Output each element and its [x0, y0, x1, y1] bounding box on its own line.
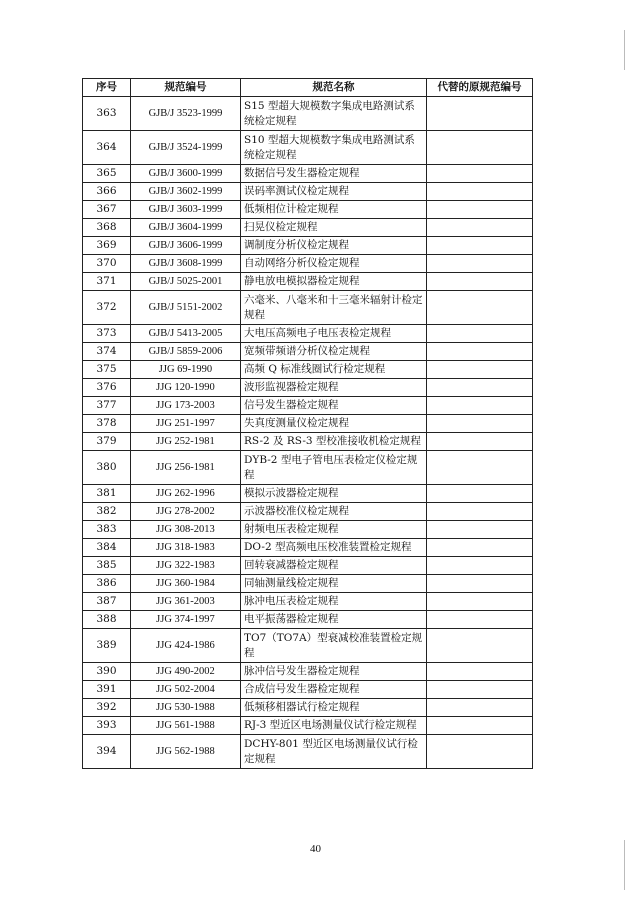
- table-row: [83, 557, 533, 575]
- table-row: [83, 379, 533, 397]
- table-row: [83, 451, 533, 485]
- row-name: S15 型超大规模数字集成电路测试系统检定规程: [241, 97, 427, 131]
- row-replaced: [427, 451, 533, 485]
- row-name: 低频相位计检定规程: [241, 201, 427, 219]
- row-code: GJB/J 3602-1999: [131, 183, 241, 201]
- row-code: JJG 252-1981: [131, 433, 241, 451]
- row-name: 脉冲电压表检定规程: [241, 593, 427, 611]
- row-code: GJB/J 3523-1999: [131, 97, 241, 131]
- table-row: [83, 183, 533, 201]
- row-seq: 387: [83, 593, 131, 611]
- row-code: JJG 278-2002: [131, 503, 241, 521]
- table-row: [83, 539, 533, 557]
- row-seq: 367: [83, 201, 131, 219]
- row-name: TO7（TO7A）型衰减校准装置检定规程: [241, 629, 427, 663]
- row-code: JJG 562-1988: [131, 735, 241, 769]
- row-code: JJG 530-1988: [131, 699, 241, 717]
- row-replaced: [427, 183, 533, 201]
- row-seq: 369: [83, 237, 131, 255]
- row-code: JJG 262-1996: [131, 485, 241, 503]
- row-seq: 376: [83, 379, 131, 397]
- row-replaced: [427, 539, 533, 557]
- table-row: [83, 735, 533, 769]
- row-code: JJG 308-2013: [131, 521, 241, 539]
- row-seq: 386: [83, 575, 131, 593]
- row-name: 误码率测试仪检定规程: [241, 183, 427, 201]
- row-seq: 368: [83, 219, 131, 237]
- row-seq: 379: [83, 433, 131, 451]
- row-replaced: [427, 629, 533, 663]
- row-code: JJG 561-1988: [131, 717, 241, 735]
- row-seq: 392: [83, 699, 131, 717]
- row-replaced: [427, 575, 533, 593]
- row-code: JJG 490-2002: [131, 663, 241, 681]
- row-name: S10 型超大规模数字集成电路测试系统检定规程: [241, 131, 427, 165]
- row-replaced: [427, 593, 533, 611]
- row-name: 大电压高频电子电压表检定规程: [241, 325, 427, 343]
- row-replaced: [427, 735, 533, 769]
- scan-margin-mark: [624, 840, 625, 890]
- row-replaced: [427, 343, 533, 361]
- table-row: [83, 201, 533, 219]
- row-name: 低频移相器试行检定规程: [241, 699, 427, 717]
- table-row: [83, 717, 533, 735]
- row-code: GJB/J 5413-2005: [131, 325, 241, 343]
- row-replaced: [427, 165, 533, 183]
- row-seq: 390: [83, 663, 131, 681]
- row-replaced: [427, 273, 533, 291]
- row-replaced: [427, 97, 533, 131]
- table-row: [83, 521, 533, 539]
- row-name: 高频 Q 标准线圈试行检定规程: [241, 361, 427, 379]
- row-name: 信号发生器检定规程: [241, 397, 427, 415]
- row-replaced: [427, 397, 533, 415]
- table-row: [83, 629, 533, 663]
- row-seq: 373: [83, 325, 131, 343]
- header-replaced: 代替的原规范编号: [427, 79, 533, 97]
- table-row: [83, 575, 533, 593]
- row-seq: 382: [83, 503, 131, 521]
- row-code: JJG 374-1997: [131, 611, 241, 629]
- row-seq: 364: [83, 131, 131, 165]
- row-name: RS-2 及 RS-3 型校准接收机检定规程: [241, 433, 427, 451]
- row-code: JJG 173-2003: [131, 397, 241, 415]
- table-row: [83, 273, 533, 291]
- row-name: 波形监视器检定规程: [241, 379, 427, 397]
- row-replaced: [427, 521, 533, 539]
- row-seq: 377: [83, 397, 131, 415]
- row-code: JJG 502-2004: [131, 681, 241, 699]
- row-seq: 363: [83, 97, 131, 131]
- row-seq: 365: [83, 165, 131, 183]
- table-header-row: [83, 79, 533, 97]
- table-row: [83, 325, 533, 343]
- row-replaced: [427, 485, 533, 503]
- row-name: 电平振荡器检定规程: [241, 611, 427, 629]
- row-name: 宽频带频谱分析仪检定规程: [241, 343, 427, 361]
- header-code: 规范编号: [131, 79, 241, 97]
- row-code: GJB/J 3608-1999: [131, 255, 241, 273]
- table-row: [83, 131, 533, 165]
- header-seq: 序号: [83, 79, 131, 97]
- row-name: 合成信号发生器检定规程: [241, 681, 427, 699]
- row-replaced: [427, 663, 533, 681]
- row-replaced: [427, 237, 533, 255]
- table-row: [83, 97, 533, 131]
- row-code: GJB/J 3600-1999: [131, 165, 241, 183]
- scan-margin-mark: [624, 30, 625, 70]
- row-replaced: [427, 717, 533, 735]
- row-name: 静电放电模拟器检定规程: [241, 273, 427, 291]
- row-seq: 366: [83, 183, 131, 201]
- row-name: 失真度测量仪检定规程: [241, 415, 427, 433]
- row-replaced: [427, 201, 533, 219]
- table-row: [83, 415, 533, 433]
- row-code: JJG 361-2003: [131, 593, 241, 611]
- row-replaced: [427, 503, 533, 521]
- row-name: 模拟示波器检定规程: [241, 485, 427, 503]
- row-code: JJG 69-1990: [131, 361, 241, 379]
- row-code: GJB/J 5859-2006: [131, 343, 241, 361]
- row-replaced: [427, 219, 533, 237]
- table-row: [83, 237, 533, 255]
- standards-table: [82, 78, 533, 769]
- table-row: [83, 433, 533, 451]
- table-row: [83, 663, 533, 681]
- row-code: JJG 318-1983: [131, 539, 241, 557]
- row-code: JJG 251-1997: [131, 415, 241, 433]
- row-code: GJB/J 5025-2001: [131, 273, 241, 291]
- row-name: 扫晃仪检定规程: [241, 219, 427, 237]
- row-code: JJG 424-1986: [131, 629, 241, 663]
- row-seq: 394: [83, 735, 131, 769]
- row-name: 回转衰减器检定规程: [241, 557, 427, 575]
- row-seq: 388: [83, 611, 131, 629]
- table-row: [83, 165, 533, 183]
- table-row: [83, 485, 533, 503]
- row-seq: 372: [83, 291, 131, 325]
- table-row: [83, 611, 533, 629]
- row-replaced: [427, 415, 533, 433]
- row-name: RJ-3 型近区电场测量仪试行检定规程: [241, 717, 427, 735]
- row-code: JJG 360-1984: [131, 575, 241, 593]
- table-row: [83, 219, 533, 237]
- row-replaced: [427, 379, 533, 397]
- row-name: 调制度分析仪检定规程: [241, 237, 427, 255]
- row-seq: 384: [83, 539, 131, 557]
- row-name: 自动网络分析仪检定规程: [241, 255, 427, 273]
- table-row: [83, 343, 533, 361]
- table-row: [83, 503, 533, 521]
- row-code: GJB/J 3606-1999: [131, 237, 241, 255]
- row-replaced: [427, 131, 533, 165]
- table-row: [83, 361, 533, 379]
- row-seq: 381: [83, 485, 131, 503]
- row-name: 脉冲信号发生器检定规程: [241, 663, 427, 681]
- table-row: [83, 397, 533, 415]
- table-row: [83, 699, 533, 717]
- row-replaced: [427, 699, 533, 717]
- row-name: DYB-2 型电子管电压表检定仪检定规程: [241, 451, 427, 485]
- row-replaced: [427, 325, 533, 343]
- row-code: GJB/J 3603-1999: [131, 201, 241, 219]
- row-replaced: [427, 681, 533, 699]
- row-name: DO-2 型高频电压校准装置检定规程: [241, 539, 427, 557]
- table-row: [83, 291, 533, 325]
- row-replaced: [427, 557, 533, 575]
- row-name: 同轴测量线检定规程: [241, 575, 427, 593]
- row-code: JJG 256-1981: [131, 451, 241, 485]
- table-row: [83, 681, 533, 699]
- row-replaced: [427, 291, 533, 325]
- row-replaced: [427, 361, 533, 379]
- row-seq: 391: [83, 681, 131, 699]
- row-replaced: [427, 433, 533, 451]
- row-seq: 389: [83, 629, 131, 663]
- row-replaced: [427, 611, 533, 629]
- table-row: [83, 255, 533, 273]
- row-name: 射频电压表检定规程: [241, 521, 427, 539]
- row-name: 示波器校准仪检定规程: [241, 503, 427, 521]
- row-code: GJB/J 5151-2002: [131, 291, 241, 325]
- row-seq: 393: [83, 717, 131, 735]
- row-seq: 380: [83, 451, 131, 485]
- row-seq: 371: [83, 273, 131, 291]
- row-name: 六毫米、八毫米和十三毫米辐射计检定规程: [241, 291, 427, 325]
- row-seq: 375: [83, 361, 131, 379]
- table-row: [83, 593, 533, 611]
- row-code: GJB/J 3524-1999: [131, 131, 241, 165]
- row-code: JJG 322-1983: [131, 557, 241, 575]
- header-name: 规范名称: [241, 79, 427, 97]
- row-code: JJG 120-1990: [131, 379, 241, 397]
- row-name: DCHY-801 型近区电场测量仪试行检定规程: [241, 735, 427, 769]
- row-code: GJB/J 3604-1999: [131, 219, 241, 237]
- row-name: 数据信号发生器检定规程: [241, 165, 427, 183]
- row-seq: 370: [83, 255, 131, 273]
- row-seq: 374: [83, 343, 131, 361]
- row-seq: 378: [83, 415, 131, 433]
- row-seq: 383: [83, 521, 131, 539]
- page-number: 40: [310, 843, 321, 855]
- row-seq: 385: [83, 557, 131, 575]
- row-replaced: [427, 255, 533, 273]
